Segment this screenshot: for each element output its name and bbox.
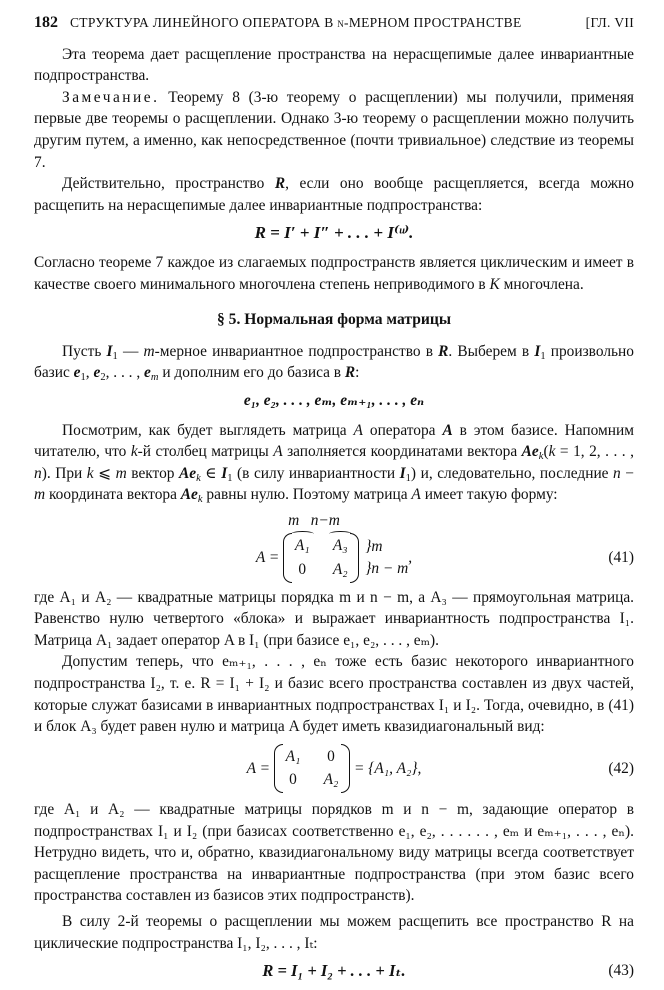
p4-text: Согласно теореме 7 каждое из слагаемых подпространств является циклическим и имеет в качестве своего минимального многочлена степень неприводимого в [34, 253, 634, 293]
eq41-brace-top: }m [365, 538, 383, 556]
eq42-body [247, 746, 422, 791]
eq42-cell: 0 [327, 747, 335, 765]
running-header [34, 12, 634, 34]
p6-e: заполняется координатами вектора [287, 443, 518, 461]
paragraph-1: Эта теорема дает расщепление пространства на нерасщепимые далее инвариантные подпространства. [34, 45, 634, 85]
equation-43 [34, 960, 634, 982]
p5-c: Выберем в [457, 342, 530, 360]
p5-e: и дополним его до базиса в [162, 364, 342, 382]
p4-text-end: многочлена. [503, 275, 584, 293]
p6-d: -й столбец матрицы [137, 443, 269, 461]
paragraph-7: где A₁ и A₂ — квадратные матрицы порядка m и n − m, а A₃ — прямоугольная матрица. Равенство нулю четвертого «блока» и выражает инвариантность подпространства I₁. Матрица A₁ задает оператор A в I₁ (при базисе e₁, e₂, . . . , eₘ). [34, 588, 634, 649]
p6-a: Посмотрим, как будет выглядеть матрица [62, 421, 347, 439]
equation-42 [34, 746, 634, 791]
p6-i: ) и, следовательно, последние [410, 464, 609, 482]
eq41-cell [329, 535, 351, 557]
running-title: СТРУКТУРА ЛИНЕЙНОГО ОПЕРАТОРА В n-МЕРНОМ ПРОСТРАНСТВЕ [70, 15, 522, 30]
paragraph-4: Согласно теореме 7 каждое из слагаемых подпространств является циклическим и имеет в качестве своего минимального многочлена степень неприводимого в K многочлена. [34, 253, 634, 293]
p3-text-b: если оно вообще расщепляется, всегда можно расщепить на нерасщепимые далее инвариантные подпространства: [34, 175, 634, 214]
eq41-cell [291, 535, 313, 557]
p6-g: вектор [131, 464, 175, 482]
basis-line: e₁, e₂, . . . , eₘ, eₘ₊₁, . . . , eₙ [243, 391, 425, 409]
paragraph-8: Допустим теперь, что eₘ₊₁, . . . , eₙ тоже есть базис некоторого инвариантного подпространства I₂, т. е. R = I₁ + I₂ и базис всего пространства составлен из двух частей, которые служат базисами в инвариантных подпространствах I₁ и I₂. Тогда, очевидно, в (41) и блок A₃ будет равен нулю и матрица A будет иметь квазидиагональный вид: [34, 653, 634, 736]
p5-d: произвольно базис [34, 342, 634, 382]
eq41-matrix [283, 535, 359, 580]
paragraph-remark [34, 87, 634, 173]
eq41-cell-a1: A₁ [295, 535, 310, 557]
paragraph-9: где A₁ и A₂ — квадратные матрицы порядков m и n − m, задающие оператор в подпространствах I₁ и I₂ (при базисах соответственно e₁, e₂, . . . . . . , eₘ и eₘ₊₁, . . . , eₙ). Нетрудно видеть, что и, обратно, квазидиагональному виду матрицы всегда соответствует расщепление пространства на инвариантные подпространства (при этом базис всего пространства составлен из базисов этих подпространств). [34, 801, 634, 905]
remark-text: Теорему 8 (3-ю теорему о расщеплении) мы получили, применяя первые две теоремы о расщеплении. Однако 3-ю теорему о расщеплении можно получить другим путем, а именно, как непосредственное (почти тривиальное) следствие из теоремы 7. [34, 88, 634, 171]
eq42-rhs: = {A₁, A₂}, [354, 759, 422, 777]
paragraph-5: Пусть $I_1$ — m-мерное инвариантное подпространство в R. Выберем в $I_1$ произвольно базис $e_1$, $e_2$, . . . , $e_m$ и дополним его до базиса в R: [34, 342, 634, 384]
eq41-column-labels: m n−m [288, 511, 340, 529]
equation-41 [34, 535, 634, 580]
paragraph-10: В силу 2-й теоремы о расщеплении мы можем расщепить все пространство R на циклические подпространства I₁, I₂, . . . , Iₜ: [34, 912, 634, 952]
p6-c: в этом базисе. Напомним читателю, что [34, 421, 634, 461]
chapter-label: [ГЛ. VII [585, 15, 634, 30]
eq42-cell: 0 [289, 771, 297, 789]
eq42-cell: A₂ [323, 771, 339, 789]
eq41-number: (41) [608, 549, 634, 567]
eq41-cell: 0 [298, 561, 307, 579]
page-number: 182 [34, 14, 58, 31]
paragraph-6: Посмотрим, как будет выглядеть матрица A оператора A в этом базисе. Напомним читателю, что k-й столбец матрицы A заполняется координатами вектора $Ae_k(k = 1$, 2, . . . , n). При k ⩽ m вектор $Ae_k$ ∈ $I_1$ (в силу инвариантности $I_1$) и, следовательно, последние n − m координата вектора $Ae_k$ равны нулю. Поэтому матрица A имеет такую форму: [34, 421, 634, 506]
p6-f: При [55, 464, 83, 482]
eq41-brace-bottom: }n − m [365, 560, 409, 578]
paragraph-3: Действительно, пространство R, если оно вообще расщепляется, всегда можно расщепить на нерасщепимые далее инвариантные подпространства: [34, 175, 634, 214]
eq41-lhs: A = [255, 549, 280, 567]
p3-text-a: Действительно, пространство [62, 175, 265, 193]
p6-j: координата вектора [48, 486, 177, 504]
eq41-body: A = A₁ A₃ 0 A₂ }m }n − m , [256, 535, 412, 580]
eq42-lhs: A = [246, 759, 271, 777]
equation-split: R = I′ + I″ + . . . + I⁽ᵘ⁾. [254, 223, 414, 243]
eq41-cell: A₂ [332, 561, 348, 579]
eq43-body: R = I₁ + I₂ + . . . + Iₜ. [262, 961, 406, 981]
eq41-braces [365, 536, 408, 580]
eq42-cell: A₁ [285, 747, 301, 765]
p5-b: -мерное инвариантное подпространство в [154, 342, 433, 360]
p5-a: Пусть [62, 342, 102, 360]
eq41-cell-a3: A₃ [333, 535, 348, 557]
eq42-number: (42) [608, 759, 634, 777]
p6-b: оператора [369, 421, 436, 439]
p6-h: (в силу инвариантности [237, 464, 396, 482]
eq43-number: (43) [608, 962, 634, 980]
remark-label: Замечание. [62, 88, 160, 106]
eq42-matrix [274, 746, 350, 791]
p6-l: имеет такую форму: [424, 486, 558, 504]
p6-k: равны нулю. Поэтому матрица [206, 486, 408, 504]
section-heading: § 5. Нормальная форма матрицы [216, 311, 452, 329]
